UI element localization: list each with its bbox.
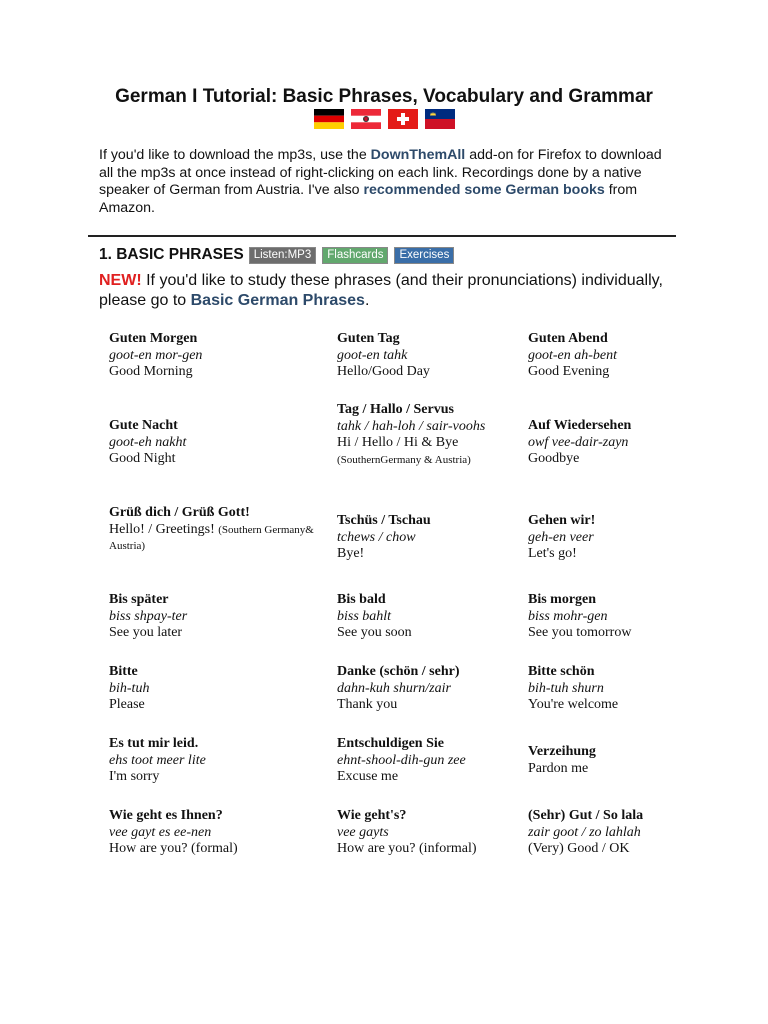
phrase-pronunciation: goot-eh nakht <box>109 434 187 450</box>
phrase-german: Tag / Hallo / Servus <box>337 402 454 417</box>
intro-text-2: add-on for Firefox to download all the mp3s at once instead of right-clicking on each link. Recordings done by a native speaker of German from Austria. I've also <box>99 147 662 199</box>
phrase-cell <box>528 808 678 858</box>
phrase-cell <box>109 418 324 468</box>
phrase-pronunciation: zair goot / zo lahlah <box>528 824 641 840</box>
phrase-english: Excuse me <box>337 769 399 785</box>
new-label: NEW! <box>99 272 142 289</box>
phrase-english: I'm sorry <box>109 769 160 785</box>
phrase-pronunciation: biss shpay-ter <box>109 608 188 624</box>
phrase-pronunciation: bih-tuh <box>109 680 150 696</box>
section-title: 1. BASIC PHRASES <box>99 246 244 263</box>
phrase-cell <box>528 664 678 714</box>
phrase-german: Tschüs / Tschau <box>337 513 431 528</box>
phrase-cell <box>337 664 522 714</box>
phrase-english: How are you? (formal) <box>109 841 238 857</box>
phrase-pronunciation: bih-tuh shurn <box>528 680 604 696</box>
phrase-german: Guten Tag <box>337 331 400 346</box>
phrase-english: Please <box>109 697 145 713</box>
phrase-cell <box>528 331 678 381</box>
phrase-cell <box>337 808 522 858</box>
phrase-english: See you tomorrow <box>528 625 632 641</box>
phrase-english: Goodbye <box>528 451 580 467</box>
phrase-english: Good Morning <box>109 364 193 380</box>
phrase-german: Es tut mir leid. <box>109 736 199 751</box>
recommended-books-link[interactable]: recommended some German books <box>363 182 605 199</box>
phrase-english: Let's go! <box>528 546 577 562</box>
phrase-german: Danke (schön / sehr) <box>337 664 460 679</box>
phrase-cell <box>109 808 324 858</box>
phrase-german: Wie geht's? <box>337 808 407 823</box>
phrase-cell <box>337 513 522 563</box>
phrase-german: Gehen wir! <box>528 513 596 528</box>
phrase-pronunciation: biss mohr-gen <box>528 608 608 624</box>
phrase-english: Hello/Good Day <box>337 364 430 380</box>
page-title: German I Tutorial: Basic Phrases, Vocabulary and Grammar <box>115 86 653 107</box>
phrase-pronunciation: tahk / hah-loh / sair-voohs <box>337 418 486 434</box>
phrase-cell <box>109 664 324 714</box>
phrase-german: Bis später <box>109 592 169 607</box>
phrase-german: Bis morgen <box>528 592 597 607</box>
phrase-cell <box>337 736 522 786</box>
phrase-english: You're welcome <box>528 697 619 713</box>
new-note-text: If you'd like to study these phrases (and their pronunciations) individually, please go to <box>99 272 663 309</box>
phrase-pronunciation: tchews / chow <box>337 529 416 545</box>
phrase-english: See you later <box>109 625 183 641</box>
phrase-cell <box>528 744 678 777</box>
phrase-pronunciation: vee gayt es ee-nen <box>109 824 212 840</box>
phrase-german: Bis bald <box>337 592 386 607</box>
phrase-cell <box>109 736 324 786</box>
phrase-english: How are you? (informal) <box>337 841 477 857</box>
phrase-german: Verzeihung <box>528 744 596 759</box>
phrase-pronunciation: vee gayts <box>337 824 389 840</box>
flashcards-button[interactable]: Flashcards <box>322 247 388 264</box>
phrase-english: Pardon me <box>528 760 589 776</box>
phrase-english: (Very) Good / OK <box>528 841 630 857</box>
phrase-pronunciation: ehs toot meer lite <box>109 752 206 768</box>
phrase-german: Grüß dich / Grüß Gott! <box>109 505 250 520</box>
phrase-pronunciation: biss bahlt <box>337 608 392 624</box>
phrase-pronunciation: geh-en veer <box>528 529 594 545</box>
phrase-german: Bitte <box>109 664 138 679</box>
phrase-cell <box>109 331 324 381</box>
phrase-pronunciation: dahn-kuh shurn/zair <box>337 680 451 696</box>
phrase-german: Guten Morgen <box>109 331 198 346</box>
phrase-cell <box>109 505 324 555</box>
phrase-pronunciation: owf vee-dair-zayn <box>528 434 629 450</box>
phrase-german: Bitte schön <box>528 664 595 679</box>
phrase-cell <box>337 402 522 468</box>
phrase-english: Hello! / Greetings! (Southern Germany& Austria) <box>109 521 314 553</box>
phrase-german: Guten Abend <box>528 331 608 346</box>
basic-german-phrases-link[interactable]: Basic German Phrases <box>190 292 365 309</box>
phrase-cell <box>528 513 678 563</box>
phrase-pronunciation: goot-en tahk <box>337 347 408 363</box>
phrase-english: Thank you <box>337 697 398 713</box>
phrase-german: Entschuldigen Sie <box>337 736 444 751</box>
phrase-english: See you soon <box>337 625 412 641</box>
phrase-german: (Sehr) Gut / So lala <box>528 808 644 823</box>
phrase-cell <box>337 592 522 642</box>
phrase-english: Good Night <box>109 451 176 467</box>
downthemall-link[interactable]: DownThemAll <box>370 147 466 163</box>
intro-text-1: If you'd like to download the mp3s, use the <box>99 147 371 163</box>
phrase-german: Gute Nacht <box>109 418 178 433</box>
phrase-cell <box>109 592 324 642</box>
phrase-german: Auf Wiedersehen <box>528 418 632 433</box>
intro-text-3: from Amazon. <box>99 182 638 216</box>
phrase-english: Good Evening <box>528 364 610 380</box>
phrase-english: Hi / Hello / Hi & Bye (SouthernGermany & Austria) <box>337 435 471 466</box>
exercises-button[interactable]: Exercises <box>394 247 454 264</box>
phrase-german: Wie geht es Ihnen? <box>109 808 223 823</box>
phrase-english: Bye! <box>337 546 365 562</box>
phrase-cell <box>528 418 678 468</box>
phrase-cell <box>528 592 678 642</box>
listen-mp3-button[interactable]: Listen:MP3 <box>249 247 317 264</box>
phrase-cell <box>337 331 522 381</box>
phrase-pronunciation: goot-en ah-bent <box>528 347 618 363</box>
phrase-pronunciation: goot-en mor-gen <box>109 347 203 363</box>
phrase-region-note: (Southern Germany& Austria) <box>109 523 314 553</box>
new-note-end: . <box>364 292 370 309</box>
phrase-pronunciation: ehnt-shool-dih-gun zee <box>337 752 466 768</box>
phrase-region-note: (SouthernGermany & Austria) <box>337 453 471 466</box>
